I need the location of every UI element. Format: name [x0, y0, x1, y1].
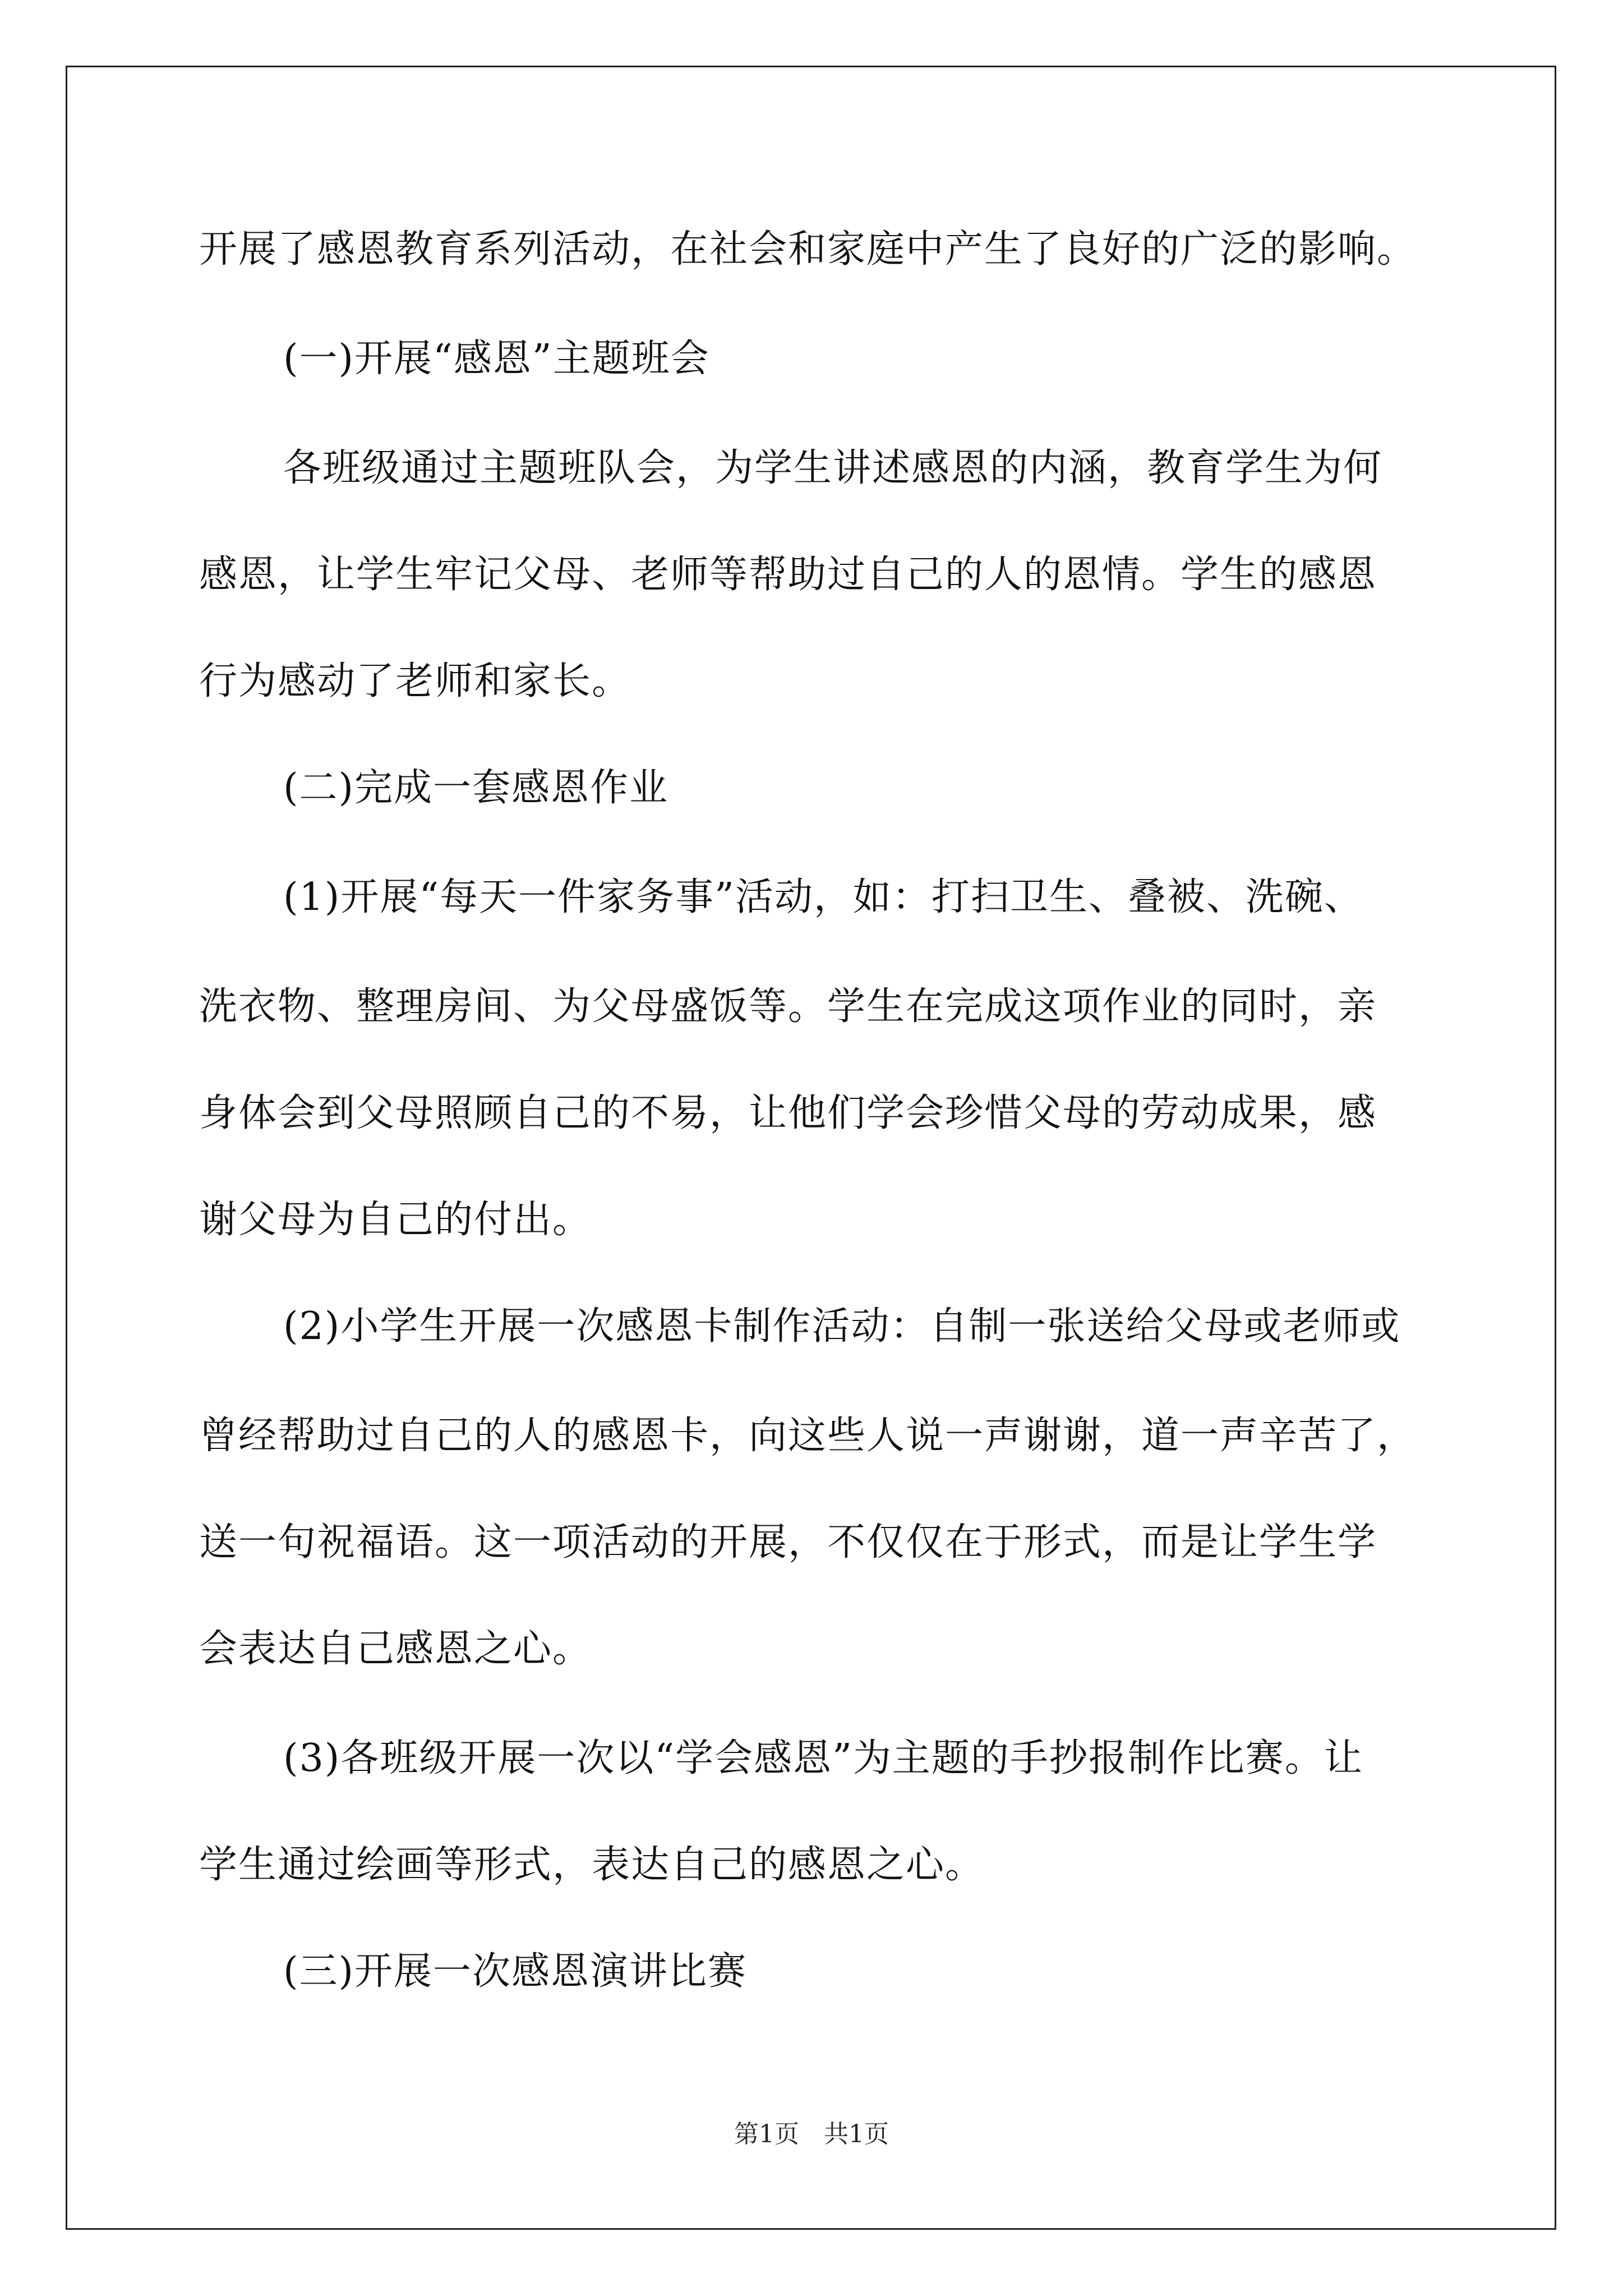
- page-number: 第1页 共1页: [734, 2120, 889, 2148]
- paragraph-line: (3)各班级开展一次以“学会感恩”为主题的手抄报制作比赛。让: [283, 1736, 1363, 1780]
- section-heading: (一)开展“感恩”主题班会: [283, 337, 710, 381]
- section-heading: (二)完成一套感恩作业: [283, 766, 669, 810]
- page-border: [66, 66, 1556, 2230]
- paragraph-line: 身体会到父母照顾自己的不易，让他们学会珍惜父母的劳动成果，感: [199, 1091, 1377, 1135]
- paragraph-line: 学生通过绘画等形式，表达自己的感恩之心。: [199, 1843, 985, 1887]
- paragraph-line: 各班级通过主题班队会，为学生讲述感恩的内涵，教育学生为何: [283, 446, 1383, 490]
- paragraph-line: 曾经帮助过自己的人的感恩卡，向这些人说一声谢谢，道一声辛苦了，: [199, 1414, 1417, 1458]
- paragraph-line: 会表达自己感恩之心。: [199, 1627, 592, 1671]
- paragraph-line: 送一句祝福语。这一项活动的开展，不仅仅在于形式，而是让学生学: [199, 1520, 1377, 1565]
- paragraph-line: (1)开展“每天一件家务事”活动，如：打扫卫生、叠被、洗碗、: [283, 875, 1363, 919]
- paragraph-line: 开展了感恩教育系列活动，在社会和家庭中产生了良好的广泛的影响。: [199, 227, 1417, 272]
- paragraph-line: 洗衣物、整理房间、为父母盛饭等。学生在完成这项作业的同时，亲: [199, 984, 1377, 1029]
- paragraph-line: 行为感动了老师和家长。: [199, 659, 631, 703]
- paragraph-line: 谢父母为自己的付出。: [199, 1198, 592, 1242]
- paragraph-line: (2)小学生开展一次感恩卡制作活动：自制一张送给父母或老师或: [283, 1304, 1401, 1349]
- section-heading: (三)开展一次感恩演讲比赛: [283, 1949, 748, 1994]
- paragraph-line: 感恩，让学生牢记父母、老师等帮助过自己的人的恩情。学生的感恩: [199, 553, 1377, 597]
